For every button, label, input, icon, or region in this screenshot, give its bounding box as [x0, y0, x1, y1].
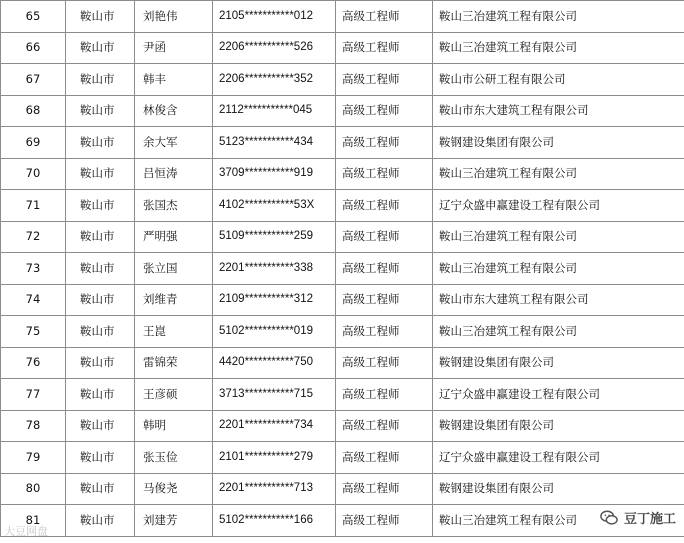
- name-cell: 刘艳伟: [135, 1, 213, 33]
- title-cell: 高级工程师: [336, 442, 433, 474]
- row-number-cell: 74: [1, 284, 66, 316]
- table-row: [1, 442, 684, 474]
- company-cell: 鞍山三冶建筑工程有限公司: [433, 505, 684, 537]
- city-cell: 鞍山市: [66, 64, 135, 96]
- company-cell: 鞍山市公研工程有限公司: [433, 64, 684, 96]
- company-cell: 辽宁众盛申赢建设工程有限公司: [433, 190, 684, 222]
- company-cell: 鞍山三冶建筑工程有限公司: [433, 316, 684, 348]
- id-number-cell: 3713***********715: [213, 379, 336, 411]
- id-number-cell: 4420***********750: [213, 347, 336, 379]
- id-number-cell: 5109***********259: [213, 221, 336, 253]
- table-row: [1, 379, 684, 411]
- title-cell: 高级工程师: [336, 347, 433, 379]
- title-cell: 高级工程师: [336, 410, 433, 442]
- id-number-cell: 2112***********045: [213, 95, 336, 127]
- name-cell: 王彦硕: [135, 379, 213, 411]
- title-cell: 高级工程师: [336, 221, 433, 253]
- name-cell: 吕恒涛: [135, 158, 213, 190]
- name-cell: 韩明: [135, 410, 213, 442]
- city-cell: 鞍山市: [66, 127, 135, 159]
- id-number-cell: 3709***********919: [213, 158, 336, 190]
- title-cell: 高级工程师: [336, 64, 433, 96]
- table-row: [1, 158, 684, 190]
- city-cell: 鞍山市: [66, 190, 135, 222]
- row-number-cell: 68: [1, 95, 66, 127]
- company-cell: 鞍山三冶建筑工程有限公司: [433, 253, 684, 285]
- id-number-cell: 2101***********279: [213, 442, 336, 474]
- city-cell: 鞍山市: [66, 95, 135, 127]
- row-number-cell: 77: [1, 379, 66, 411]
- id-number-cell: 2109***********312: [213, 284, 336, 316]
- city-cell: 鞍山市: [66, 158, 135, 190]
- name-cell: 严明强: [135, 221, 213, 253]
- table-row: [1, 64, 684, 96]
- name-cell: 张国杰: [135, 190, 213, 222]
- name-cell: 雷锦荣: [135, 347, 213, 379]
- table-row: [1, 473, 684, 505]
- watermark-left: 大豆网盘: [4, 525, 48, 538]
- id-number-cell: 2206***********526: [213, 32, 336, 64]
- wechat-icon: [600, 509, 618, 527]
- city-cell: 鞍山市: [66, 473, 135, 505]
- id-number-cell: 2201***********338: [213, 253, 336, 285]
- company-cell: 鞍山市东大建筑工程有限公司: [433, 95, 684, 127]
- table-row: [1, 32, 684, 64]
- id-number-cell: 5102***********019: [213, 316, 336, 348]
- title-cell: 高级工程师: [336, 505, 433, 537]
- id-number-cell: 2206***********352: [213, 64, 336, 96]
- table-row: [1, 127, 684, 159]
- company-cell: 鞍山市东大建筑工程有限公司: [433, 284, 684, 316]
- id-number-cell: 4102***********53X: [213, 190, 336, 222]
- row-number-cell: 76: [1, 347, 66, 379]
- city-cell: 鞍山市: [66, 410, 135, 442]
- city-cell: 鞍山市: [66, 32, 135, 64]
- table-row: [1, 190, 684, 222]
- title-cell: 高级工程师: [336, 473, 433, 505]
- title-cell: 高级工程师: [336, 1, 433, 33]
- title-cell: 高级工程师: [336, 158, 433, 190]
- id-number-cell: 2105***********012: [213, 1, 336, 33]
- table-row: [1, 284, 684, 316]
- table-row: [1, 221, 684, 253]
- city-cell: 鞍山市: [66, 1, 135, 33]
- table-row: [1, 316, 684, 348]
- name-cell: 刘维青: [135, 284, 213, 316]
- table-row: [1, 505, 684, 537]
- name-cell: 余大军: [135, 127, 213, 159]
- title-cell: 高级工程师: [336, 253, 433, 285]
- table-row: [1, 410, 684, 442]
- personnel-table-body: [1, 1, 684, 537]
- row-number-cell: 75: [1, 316, 66, 348]
- city-cell: 鞍山市: [66, 505, 135, 537]
- title-cell: 高级工程师: [336, 284, 433, 316]
- name-cell: 尹函: [135, 32, 213, 64]
- company-cell: 鞍钢建设集团有限公司: [433, 473, 684, 505]
- name-cell: 刘建芳: [135, 505, 213, 537]
- city-cell: 鞍山市: [66, 284, 135, 316]
- company-cell: 鞍钢建设集团有限公司: [433, 127, 684, 159]
- title-cell: 高级工程师: [336, 190, 433, 222]
- name-cell: 马俊尧: [135, 473, 213, 505]
- watermark-right: [600, 508, 676, 527]
- company-cell: 鞍山三冶建筑工程有限公司: [433, 32, 684, 64]
- id-number-cell: 5123***********434: [213, 127, 336, 159]
- city-cell: 鞍山市: [66, 442, 135, 474]
- row-number-cell: 81: [1, 505, 66, 537]
- row-number-cell: 71: [1, 190, 66, 222]
- row-number-cell: 70: [1, 158, 66, 190]
- city-cell: 鞍山市: [66, 253, 135, 285]
- title-cell: 高级工程师: [336, 127, 433, 159]
- city-cell: 鞍山市: [66, 347, 135, 379]
- name-cell: 张玉俭: [135, 442, 213, 474]
- name-cell: 韩丰: [135, 64, 213, 96]
- row-number-cell: 66: [1, 32, 66, 64]
- company-cell: 鞍钢建设集团有限公司: [433, 410, 684, 442]
- city-cell: 鞍山市: [66, 221, 135, 253]
- row-number-cell: 65: [1, 1, 66, 33]
- name-cell: 林俊含: [135, 95, 213, 127]
- city-cell: 鞍山市: [66, 316, 135, 348]
- row-number-cell: 79: [1, 442, 66, 474]
- company-cell: 鞍钢建设集团有限公司: [433, 347, 684, 379]
- id-number-cell: 2201***********734: [213, 410, 336, 442]
- name-cell: 王崑: [135, 316, 213, 348]
- company-cell: 鞍山三冶建筑工程有限公司: [433, 1, 684, 33]
- row-number-cell: 72: [1, 221, 66, 253]
- row-number-cell: 69: [1, 127, 66, 159]
- title-cell: 高级工程师: [336, 32, 433, 64]
- watermark-right-text: 豆丁施工: [623, 512, 676, 527]
- title-cell: 高级工程师: [336, 379, 433, 411]
- company-cell: 鞍山三冶建筑工程有限公司: [433, 158, 684, 190]
- table-row: [1, 253, 684, 285]
- row-number-cell: 67: [1, 64, 66, 96]
- name-cell: 张立国: [135, 253, 213, 285]
- company-cell: 辽宁众盛申赢建设工程有限公司: [433, 442, 684, 474]
- company-cell: 鞍山三冶建筑工程有限公司: [433, 221, 684, 253]
- city-cell: 鞍山市: [66, 379, 135, 411]
- row-number-cell: 80: [1, 473, 66, 505]
- id-number-cell: 5102***********166: [213, 505, 336, 537]
- row-number-cell: 73: [1, 253, 66, 285]
- title-cell: 高级工程师: [336, 316, 433, 348]
- company-cell: 辽宁众盛申赢建设工程有限公司: [433, 379, 684, 411]
- title-cell: 高级工程师: [336, 95, 433, 127]
- row-number-cell: 78: [1, 410, 66, 442]
- table-row: [1, 95, 684, 127]
- id-number-cell: 2201***********713: [213, 473, 336, 505]
- table-row: [1, 1, 684, 33]
- table-row: [1, 347, 684, 379]
